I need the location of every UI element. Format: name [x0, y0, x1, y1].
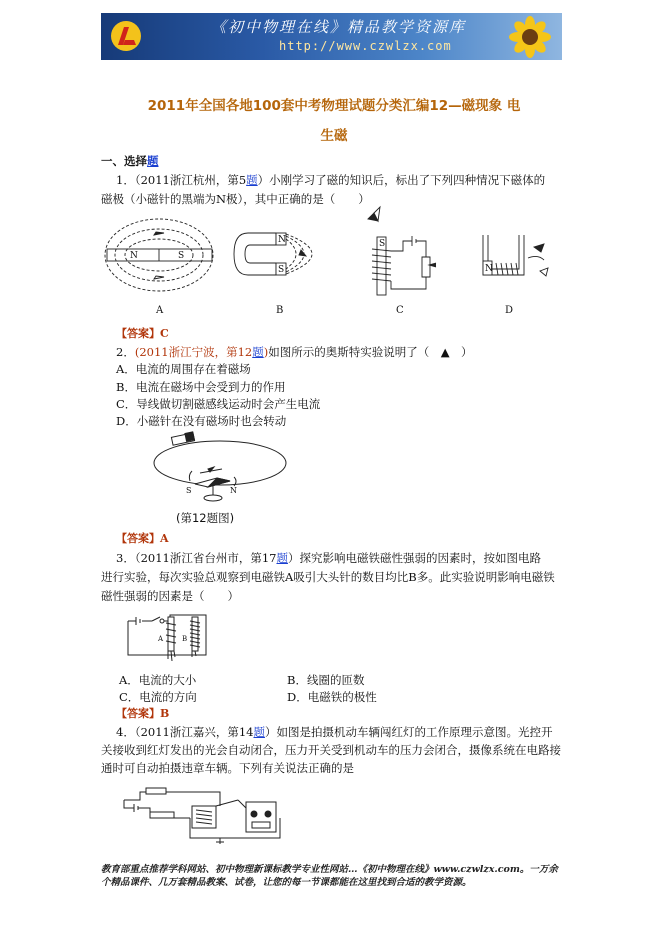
q2-figure-caption: (第12题图) [176, 511, 235, 525]
q1-line1: 1．（2011浙江杭州，第5题）小刚学习了磁的知识后，标出了下列四种情况下磁体的 [116, 173, 546, 187]
q4-line3: 通时可自动拍摄违章车辆。下列有关说法正确的是 [101, 761, 354, 775]
q2-option-a: A．电流的周围存在着磁场 [116, 362, 251, 376]
q1-label-b: B [276, 305, 284, 316]
section-link[interactable]: 题 [147, 154, 159, 168]
q3-option-a: A．电流的大小 [119, 673, 197, 687]
q2-stem: 2．(2011浙江宁波，第12题)如图所示的奥斯特实验说明了（ ▲ ） [116, 345, 473, 359]
page-footer [101, 863, 571, 889]
site-logo-icon [109, 19, 143, 53]
section-heading: 一、选择题 [101, 154, 159, 168]
document-title-line2: 生磁 [320, 128, 348, 144]
q1-label-a: A [156, 305, 164, 316]
q4-line1: 4．（2011浙江嘉兴，第14题）如图是拍摄机动车辆闯红灯的工作原理示意图。光控开 [116, 725, 553, 739]
q4-link[interactable]: 题 [253, 725, 265, 739]
q3-line3: 磁性强弱的因素是（ ） [101, 589, 239, 603]
q1-magnet-figure [100, 205, 555, 320]
q3-line1: 3．（2011浙江省台州市，第17题）探究影响电磁铁磁性强弱的因素时，按如图电路 [116, 551, 541, 565]
q3-electromagnet-figure [122, 607, 212, 667]
q1-fig-b-pole-s: S [278, 265, 285, 275]
q1-link[interactable]: 题 [246, 173, 258, 187]
footer-line2: 个精品课件、几万套精品教案、试卷，让您的每一节课都能在这里找到合适的教学资源。 [101, 877, 472, 888]
q2-option-d: D．小磁针在没有磁场时也会转动 [116, 414, 287, 428]
q1-fig-b-pole-n: N [278, 235, 286, 245]
footer-line1: 教育部重点推荐学科网站、初中物理新课标教学专业性网站…《初中物理在线》www.czwlzx.com。一万余 [101, 864, 558, 875]
q2-fig-pole-n: N [230, 486, 237, 495]
q3-fig-label-b: B [182, 635, 188, 643]
q3-option-c: C．电流的方向 [119, 690, 197, 704]
q1-fig-c-pole-s: S [379, 239, 386, 249]
q3-line2: 进行实验，每次实验总观察到电磁铁A吸引大头针的数目均比B多。此实验说明影响电磁铁 [101, 570, 555, 584]
q1-fig-a-pole-s: S [178, 251, 185, 261]
q2-option-c: C．导线做切割磁感线运动时会产生电流 [116, 397, 321, 411]
q4-circuit-figure [120, 778, 290, 850]
q3-fig-label-a: A [158, 635, 164, 643]
q2-oersted-figure [150, 431, 300, 509]
q3-link[interactable]: 题 [276, 551, 288, 565]
document-title-line1: 2011年全国各地100套中考物理试题分类汇编12—磁现象 电 [147, 98, 521, 114]
site-banner [101, 13, 562, 60]
q2-option-b: B．电流在磁场中会受到力的作用 [116, 380, 286, 394]
q1-fig-d-pole-n: N [485, 264, 493, 274]
q2-answer: 【答案】A [116, 532, 169, 545]
banner-url[interactable]: http://www.czwlzx.com [279, 39, 452, 53]
q2-fig-pole-s: S [186, 486, 192, 495]
q1-label-c: C [396, 305, 404, 316]
q1-line2: 磁极（小磁针的黑端为N极），其中正确的是（ ） [101, 192, 370, 206]
q1-answer: 【答案】C [116, 327, 169, 340]
q2-link[interactable]: 题 [252, 345, 264, 359]
q3-option-d: D．电磁铁的极性 [287, 690, 377, 704]
q1-fig-a-pole-n: N [130, 251, 138, 261]
sunflower-icon [500, 15, 558, 59]
q3-answer: 【答案】B [116, 707, 170, 720]
q1-label-d: D [505, 305, 514, 316]
banner-title: 《初中物理在线》精品教学资源库 [211, 18, 467, 36]
q4-line2: 关接收到红灯发出的光会自动闭合，压力开关受到机动车的压力会闭合，摄像系统在电路接 [101, 743, 561, 757]
q3-option-b: B．线圈的匝数 [287, 673, 365, 687]
